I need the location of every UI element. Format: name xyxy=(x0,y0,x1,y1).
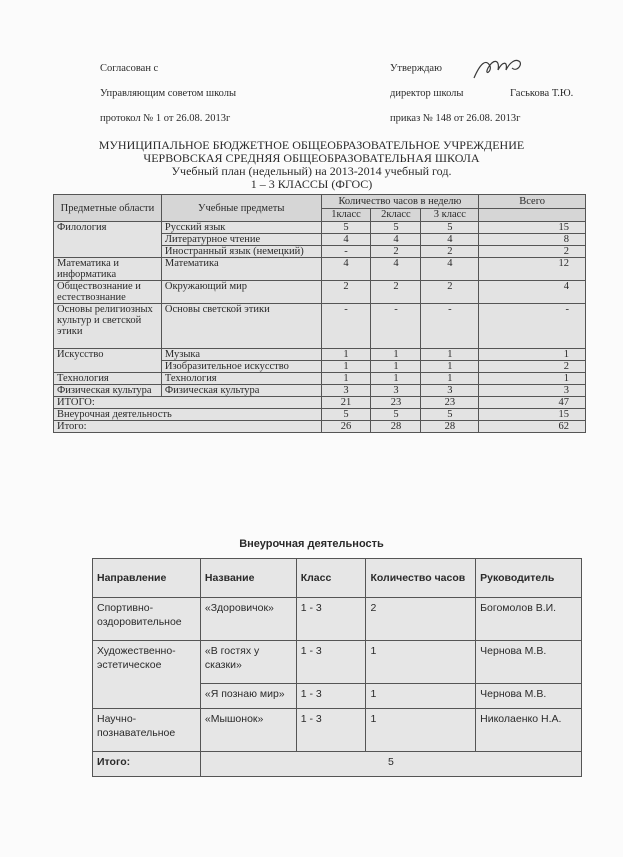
area-cell: Искусство xyxy=(54,349,162,373)
summary-label: ИТОГО: xyxy=(54,397,322,409)
table-row xyxy=(54,222,586,234)
hours-cell: 4 xyxy=(321,258,371,281)
hours-cell: 5 xyxy=(421,222,479,234)
extracurricular-table xyxy=(92,558,582,777)
class-cell: 1 - 3 xyxy=(296,641,366,684)
class-cell: 1 - 3 xyxy=(296,598,366,641)
subject-cell: Литературное чтение xyxy=(161,234,321,246)
summary-label: Итого: xyxy=(54,421,322,433)
hours-cell: - xyxy=(321,304,371,349)
agreed-label: Согласован с xyxy=(100,63,159,74)
summary-row xyxy=(54,421,586,433)
table-row xyxy=(54,258,586,281)
direction-cell: Научно-познавательное xyxy=(93,709,201,752)
area-cell: Обществознание и естествознание xyxy=(54,281,162,304)
summary-total: 47 xyxy=(479,397,586,409)
hours-cell: 3 xyxy=(371,385,421,397)
hours-cell: - xyxy=(321,246,371,258)
hours-cell: 2 xyxy=(421,281,479,304)
summary-cell: 28 xyxy=(371,421,421,433)
direction-cell: Спортивно-оздоровительное xyxy=(93,598,201,641)
table-row xyxy=(54,385,586,397)
summary-cell: 23 xyxy=(371,397,421,409)
header-class-1: 1класс xyxy=(321,208,371,222)
area-cell: Основы религиозных культур и светской этики xyxy=(54,304,162,349)
hours-cell: 2 xyxy=(371,281,421,304)
title-line-1: МУНИЦИПАЛЬНОЕ БЮДЖЕТНОЕ ОБЩЕОБРАЗОВАТЕЛЬНОЕ УЧРЕЖДЕНИЕ xyxy=(98,138,525,152)
subject-cell: Физическая культура xyxy=(161,385,321,397)
hours-cell: 2 xyxy=(366,598,476,641)
table-row xyxy=(93,709,582,752)
area-cell: Математика и информатика xyxy=(54,258,162,281)
leader-cell: Николаенко Н.А. xyxy=(476,709,582,752)
header-subjects: Учебные предметы xyxy=(161,195,321,222)
hours-cell: 2 xyxy=(421,246,479,258)
subject-cell: Иностранный язык (немецкий) xyxy=(161,246,321,258)
signature-image xyxy=(472,54,524,82)
subject-cell: Окружающий мир xyxy=(161,281,321,304)
hours-cell: 5 xyxy=(371,222,421,234)
header-hours: Количество часов xyxy=(366,559,476,598)
summary-row xyxy=(54,409,586,421)
total-value: 5 xyxy=(200,752,581,777)
hours-cell: 2 xyxy=(321,281,371,304)
header-class-3: 3 класс xyxy=(421,208,479,222)
header-name: Название xyxy=(200,559,296,598)
total-cell: 8 xyxy=(479,234,586,246)
subject-cell: Изобразительное искусство xyxy=(161,361,321,373)
title-line-4: 1 – 3 КЛАССЫ (ФГОС) xyxy=(250,177,373,191)
total-cell: 12 xyxy=(479,258,586,281)
summary-cell: 26 xyxy=(321,421,371,433)
hours-cell: 4 xyxy=(421,258,479,281)
subject-cell: Математика xyxy=(161,258,321,281)
hours-cell: 1 xyxy=(366,641,476,684)
hours-cell: 5 xyxy=(321,222,371,234)
leader-cell: Чернова М.В. xyxy=(476,641,582,684)
summary-cell: 5 xyxy=(421,409,479,421)
director-label: директор школы xyxy=(390,88,464,99)
leader-cell: Богомолов В.И. xyxy=(476,598,582,641)
table-row xyxy=(54,349,586,361)
hours-cell: 2 xyxy=(371,246,421,258)
total-cell: 4 xyxy=(479,281,586,304)
curriculum-table xyxy=(53,194,586,433)
hours-cell: - xyxy=(371,304,421,349)
header-areas: Предметные области xyxy=(54,195,162,222)
hours-cell: 1 xyxy=(366,709,476,752)
council-label: Управляющим советом школы xyxy=(100,88,237,99)
hours-cell: 3 xyxy=(421,385,479,397)
hours-cell: 1 xyxy=(321,373,371,385)
header-total: Всего xyxy=(479,195,586,209)
hours-cell: 4 xyxy=(321,234,371,246)
hours-cell: 1 xyxy=(366,684,476,709)
summary-total: 62 xyxy=(479,421,586,433)
table-row xyxy=(54,304,586,349)
total-cell: 15 xyxy=(479,222,586,234)
order-line: приказ № 148 от 26.08. 2013г xyxy=(390,113,521,124)
approve-label: Утверждаю xyxy=(390,63,442,74)
summary-total: 15 xyxy=(479,409,586,421)
header-leader: Руководитель xyxy=(476,559,582,598)
header-direction: Направление xyxy=(93,559,201,598)
subject-cell: Технология xyxy=(161,373,321,385)
class-cell: 1 - 3 xyxy=(296,684,366,709)
total-cell: - xyxy=(479,304,586,349)
header-total-blank xyxy=(479,208,586,222)
total-label: Итого: xyxy=(93,752,201,777)
hours-cell: 1 xyxy=(421,349,479,361)
hours-cell: 1 xyxy=(371,349,421,361)
summary-cell: 28 xyxy=(421,421,479,433)
total-cell: 1 xyxy=(479,349,586,361)
hours-cell: 1 xyxy=(421,373,479,385)
name-cell: «В гостях у сказки» xyxy=(200,641,296,684)
summary-cell: 5 xyxy=(371,409,421,421)
table-row xyxy=(54,373,586,385)
hours-cell: - xyxy=(421,304,479,349)
extra-section-title: Внеурочная деятельность xyxy=(239,538,384,550)
summary-cell: 5 xyxy=(321,409,371,421)
total-row xyxy=(93,752,582,777)
class-cell: 1 - 3 xyxy=(296,709,366,752)
total-cell: 1 xyxy=(479,373,586,385)
area-cell: Технология xyxy=(54,373,162,385)
subject-cell: Музыка xyxy=(161,349,321,361)
hours-cell: 4 xyxy=(421,234,479,246)
name-cell: «Здоровичок» xyxy=(200,598,296,641)
area-cell: Филология xyxy=(54,222,162,258)
table-row xyxy=(54,281,586,304)
summary-label: Внеурочная деятельность xyxy=(54,409,322,421)
summary-cell: 23 xyxy=(421,397,479,409)
total-cell: 3 xyxy=(479,385,586,397)
hours-cell: 1 xyxy=(371,361,421,373)
name-cell: «Я познаю мир» xyxy=(200,684,296,709)
header-class: Класс xyxy=(296,559,366,598)
direction-cell: Художественно-эстетическое xyxy=(93,641,201,709)
title-line-3: Учебный план (недельный) на 2013-2014 учебный год. xyxy=(171,164,452,178)
subject-cell: Основы светской этики xyxy=(161,304,321,349)
total-cell: 2 xyxy=(479,361,586,373)
hours-cell: 4 xyxy=(371,234,421,246)
hours-cell: 1 xyxy=(321,349,371,361)
hours-cell: 3 xyxy=(321,385,371,397)
subject-cell: Русский язык xyxy=(161,222,321,234)
total-cell: 2 xyxy=(479,246,586,258)
table-row xyxy=(93,598,582,641)
table-row xyxy=(93,641,582,684)
summary-cell: 21 xyxy=(321,397,371,409)
protocol-line: протокол № 1 от 26.08. 2013г xyxy=(100,113,231,124)
hours-cell: 1 xyxy=(321,361,371,373)
hours-cell: 4 xyxy=(371,258,421,281)
header-hours: Количество часов в неделю xyxy=(321,195,479,209)
area-cell: Физическая культура xyxy=(54,385,162,397)
summary-row xyxy=(54,397,586,409)
hours-cell: 1 xyxy=(371,373,421,385)
hours-cell: 1 xyxy=(421,361,479,373)
name-cell: «Мышонок» xyxy=(200,709,296,752)
header-class-2: 2класс xyxy=(371,208,421,222)
title-line-2: ЧЕРВОВСКАЯ СРЕДНЯЯ ОБЩЕОБРАЗОВАТЕЛЬНАЯ ШКОЛА xyxy=(143,151,480,165)
director-name: Гаськова Т.Ю. xyxy=(510,88,574,99)
leader-cell: Чернова М.В. xyxy=(476,684,582,709)
